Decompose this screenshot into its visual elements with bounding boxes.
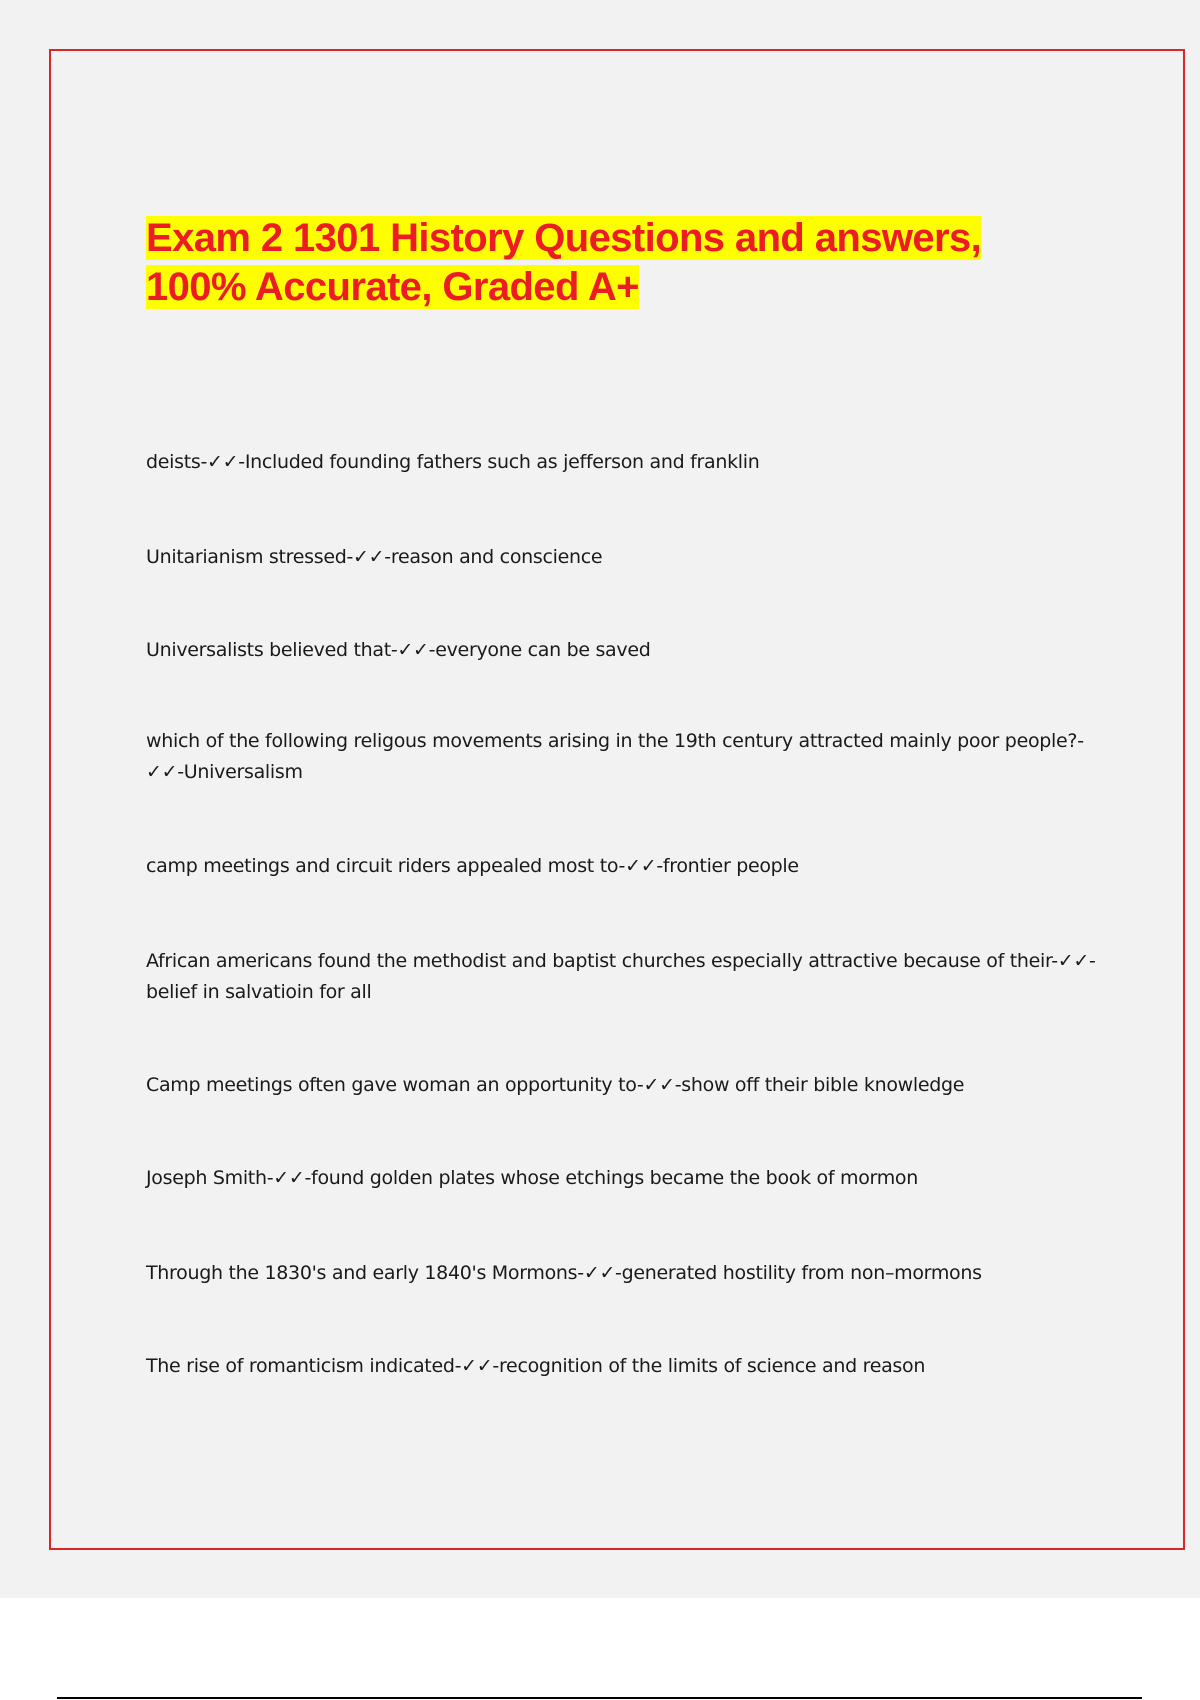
qa-item: which of the following religous movements arising in the 19th century attracted mainly poor people?-✓✓-Universalism <box>146 730 1084 783</box>
qa-item: camp meetings and circuit riders appealed most to-✓✓-frontier people <box>146 855 799 877</box>
qa-item: Universalists believed that-✓✓-everyone can be saved <box>146 639 651 661</box>
document-title-text: Exam 2 1301 History Questions and answers, 100% Accurate, Graded A+ <box>146 216 982 309</box>
qa-item: The rise of romanticism indicated-✓✓-recognition of the limits of science and reason <box>146 1355 926 1377</box>
qa-item: Unitarianism stressed-✓✓-reason and conscience <box>146 546 603 568</box>
qa-item: Through the 1830's and early 1840's Mormons-✓✓-generated hostility from non–mormons <box>146 1262 982 1284</box>
qa-item: Camp meetings often gave woman an opportunity to-✓✓-show off their bible knowledge <box>146 1074 965 1096</box>
footer-rule <box>57 1697 1142 1699</box>
qa-item: African americans found the methodist and baptist churches especially attractive because of their-✓✓-belief in salvatioin for all <box>146 950 1096 1003</box>
document-title <box>146 214 1066 312</box>
qa-item: deists-✓✓-Included founding fathers such as jefferson and franklin <box>146 451 760 473</box>
qa-item: Joseph Smith-✓✓-found golden plates whose etchings became the book of mormon <box>146 1167 918 1189</box>
